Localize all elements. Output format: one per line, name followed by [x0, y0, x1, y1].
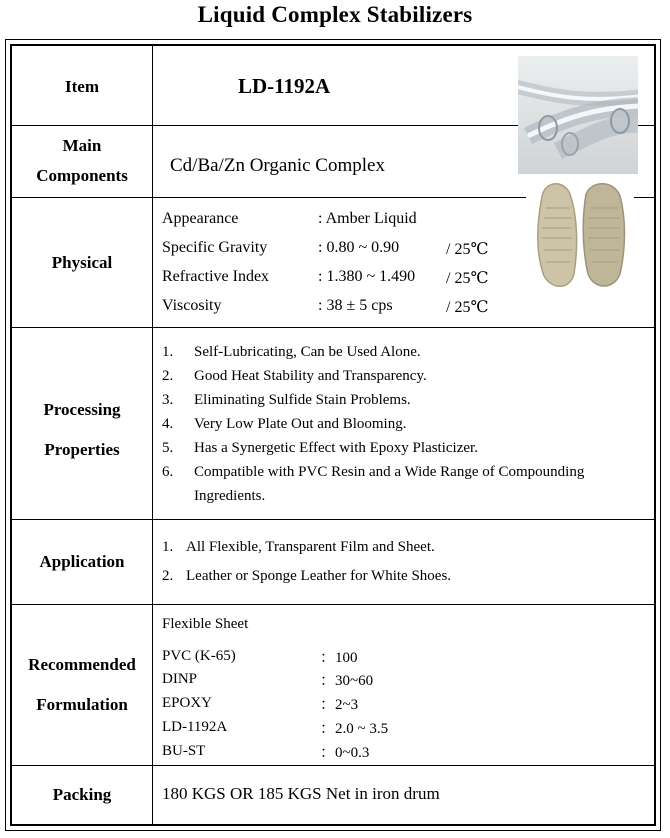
ingredient-amount: ：2.0 ~ 3.5 — [320, 721, 389, 737]
list-item: Good Heat Stability and Transparency. — [194, 368, 427, 384]
list-item: Leather or Sponge Leather for White Shoes. — [186, 568, 452, 584]
list-item: Has a Synergetic Effect with Epoxy Plasticizer. — [194, 440, 478, 456]
list-number: 4. — [162, 416, 174, 432]
list-number: 6. — [162, 464, 174, 480]
physical-prop-value: : 0.80 ~ 0.90 — [318, 239, 400, 256]
ingredient-amount: ：100 — [320, 650, 358, 666]
packing-value: 180 KGS OR 185 KGS Net in iron drum — [162, 784, 440, 803]
application-label: Application — [39, 552, 125, 571]
row-divider — [10, 604, 656, 605]
list-number: 5. — [162, 440, 174, 456]
ingredient-name: LD-1192A — [162, 719, 228, 735]
physical-prop-name: Viscosity — [162, 297, 222, 314]
ingredient-amount: ：30~60 — [320, 673, 374, 689]
ingredient-amount: ：2~3 — [320, 697, 359, 713]
ingredient-name: PVC (K-65) — [162, 648, 236, 664]
list-item: Eliminating Sulfide Stain Problems. — [194, 392, 411, 408]
ingredient-amount: ：0~0.3 — [320, 745, 370, 761]
formulation-heading: Flexible Sheet — [162, 616, 249, 632]
formulation-label — [12, 645, 152, 725]
physical-prop-name: Specific Gravity — [162, 239, 268, 256]
physical-label: Physical — [51, 253, 113, 272]
physical-prop-value: : 38 ± 5 cps — [318, 297, 393, 314]
row-divider — [10, 327, 656, 328]
processing-label-line1: Processing — [43, 400, 121, 419]
main-components-label — [12, 131, 152, 191]
formulation-label-line2: Formulation — [36, 695, 128, 714]
physical-prop-condition: / 25℃ — [446, 270, 489, 287]
page-title: Liquid Complex Stabilizers — [197, 2, 473, 27]
physical-prop-name: Appearance — [162, 210, 239, 227]
list-number: 2. — [162, 368, 174, 384]
column-divider — [152, 45, 153, 825]
processing-label-line2: Properties — [44, 440, 120, 459]
ingredient-name: EPOXY — [162, 695, 213, 711]
list-number: 1. — [162, 539, 174, 555]
processing-label — [12, 390, 152, 470]
shoe-sole-photo — [526, 178, 634, 290]
formulation-label-line1: Recommended — [28, 655, 136, 674]
row-divider — [10, 765, 656, 766]
main-label-line1: Main — [62, 136, 102, 155]
row-divider — [10, 519, 656, 520]
ingredient-name: BU-ST — [162, 743, 206, 759]
list-number: 1. — [162, 344, 174, 360]
packing-label: Packing — [52, 785, 112, 804]
physical-prop-value: : Amber Liquid — [318, 210, 417, 227]
physical-prop-name: Refractive Index — [162, 268, 270, 285]
list-item: Compatible with PVC Resin and a Wide Range of Compounding — [194, 464, 585, 480]
list-number: 3. — [162, 392, 174, 408]
list-item: Very Low Plate Out and Blooming. — [194, 416, 407, 432]
physical-prop-condition: / 25℃ — [446, 299, 489, 316]
transparent-tube-photo — [518, 56, 638, 174]
main-label-line2: Components — [36, 166, 128, 185]
list-item: All Flexible, Transparent Film and Sheet. — [186, 539, 435, 555]
physical-prop-value: : 1.380 ~ 1.490 — [318, 268, 416, 285]
main-components-value: Cd/Ba/Zn Organic Complex — [170, 155, 385, 176]
ingredient-name: DINP — [162, 671, 198, 687]
list-number: 2. — [162, 568, 174, 584]
item-value: LD-1192A — [238, 74, 331, 98]
list-item: Self-Lubricating, Can be Used Alone. — [194, 344, 421, 360]
item-label: Item — [65, 77, 99, 96]
physical-prop-condition: / 25℃ — [446, 241, 489, 258]
list-item-continuation: Ingredients. — [194, 488, 266, 504]
